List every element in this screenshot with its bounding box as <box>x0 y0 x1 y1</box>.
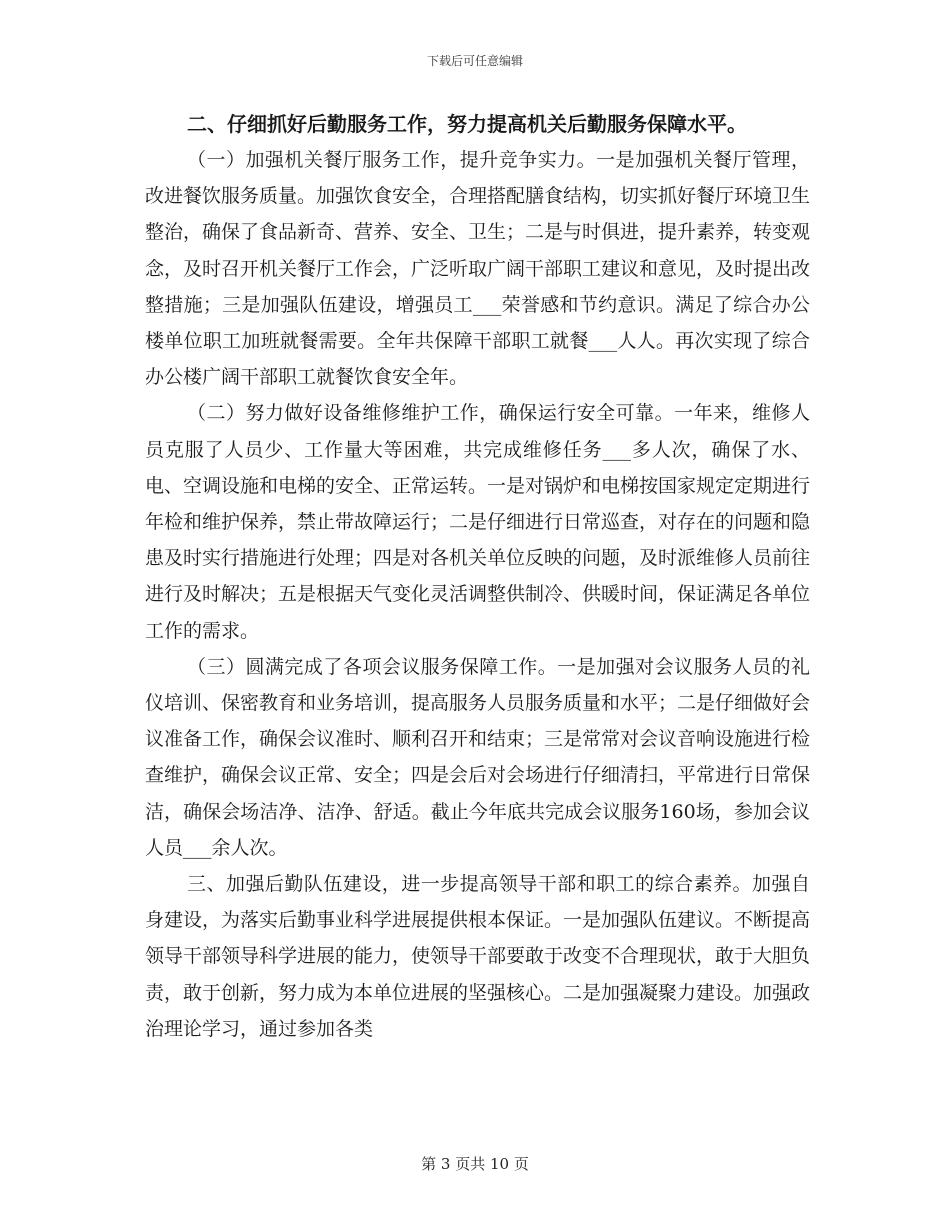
paragraph-team-building: 三、加强后勤队伍建设，进一步提高领导干部和职工的综合素养。加强自身建设，为落实后勤事业科学进展提供根本保证。一是加强队伍建议。不断提高领导干部领导科学进展的能力，使领导干部要敢于改变不合理现状，敢于大胆负责，敢于创新，努力成为本单位进展的坚强核心。二是加强凝聚力建设。加强政治理论学习，通过参加各类 <box>145 873 811 1040</box>
paragraph-canteen-service: （一）加强机关餐厅服务工作，提升竞争实力。一是加强机关餐厅管理，改进餐饮服务质量。加强饮食安全，合理搭配膳食结构，切实抓好餐厅环境卫生整治，确保了食品新奇、营养、安全、卫生；二是与时俱进，提升素养，转变观念，及时召开机关餐厅工作会，广泛听取广阔干部职工建议和意见，及时提出改整措施；三是加强队伍建设，增强员工___荣誉感和节约意识。满足了综合办公楼单位职工加班就餐需要。全年共保障干部职工就餐___人人。再次实现了综合办公楼广阔干部职工就餐饮食安全年。 <box>145 149 811 389</box>
paragraph-meeting-service: （三）圆满完成了各项会议服务保障工作。一是加强对会议服务人员的礼仪培训、保密教育和业务培训，提高服务人员服务质量和水平；二是仔细做好会议准备工作，确保会议准时、顺利召开和结束；三是常常对会议音响设施进行检查维护，确保会议正常、安全；四是会后对会场进行仔细清扫，平常进行日常保洁，确保会场洁净、洁净、舒适。截止今年底共完成会议服务160场，参加会议人员___余人次。 <box>145 655 811 859</box>
section-heading: 二、仔细抓好后勤服务工作，努力提高机关后勤服务保障水平。 <box>187 112 747 136</box>
document-body <box>145 106 810 1047</box>
page-header-note: 下载后可任意编辑 <box>426 54 523 68</box>
paragraph-equipment-maintenance: （二）努力做好设备维修维护工作，确保运行安全可靠。一年来，维修人员克服了人员少、工作量大等困难，共完成维修任务___多人次，确保了水、电、空调设施和电梯的安全、正常运转。一是对锅炉和电梯按国家规定定期进行年检和维护保养，禁止带故障运行；二是仔细进行日常巡查，对存在的问题和隐患及时实行措施进行处理；四是对各机关单位反映的问题，及时派维修人员前往进行及时解决；五是根据天气变化灵活调整供制冷、供暖时间，保证满足各单位工作的需求。 <box>145 402 811 642</box>
page-number-footer: 第 3 页共 10 页 <box>421 1155 529 1173</box>
